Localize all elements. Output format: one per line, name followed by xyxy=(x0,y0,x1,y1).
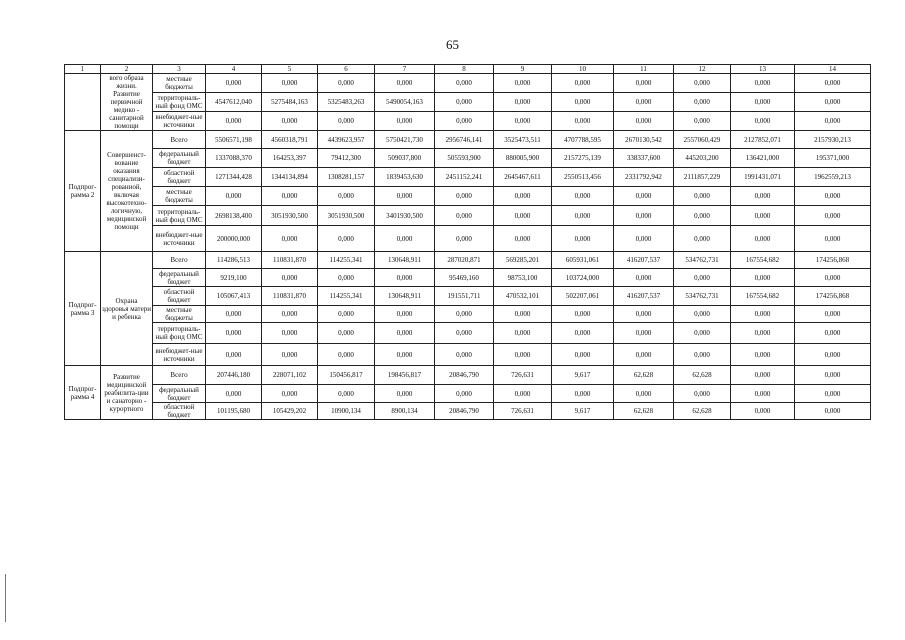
amount-cell: 0,000 xyxy=(435,306,494,323)
table-row xyxy=(65,206,871,226)
amount-cell: 416207,537 xyxy=(614,252,674,269)
amount-cell: 0,000 xyxy=(262,226,318,252)
amount-cell: 110831,870 xyxy=(262,252,318,269)
amount-cell: 136421,000 xyxy=(731,149,795,168)
amount-cell: 0,000 xyxy=(674,93,731,112)
amount-cell: 0,000 xyxy=(494,206,552,226)
amount-cell: 534762,731 xyxy=(674,287,731,306)
amount-cell: 8900,134 xyxy=(375,403,435,420)
program-cell: Подпрог-рамма 2 xyxy=(65,131,101,252)
amount-cell: 0,000 xyxy=(318,226,375,252)
amount-cell: 287020,871 xyxy=(435,252,494,269)
funding-source-cell: Всего xyxy=(153,366,206,385)
amount-cell: 114286,513 xyxy=(206,252,262,269)
page-number: 65 xyxy=(446,37,459,52)
amount-cell: 0,000 xyxy=(795,74,871,93)
amount-cell: 191551,711 xyxy=(435,287,494,306)
amount-cell: 0,000 xyxy=(262,323,318,344)
table-row xyxy=(65,112,871,131)
table-row xyxy=(65,131,871,149)
amount-cell: 79412,300 xyxy=(318,149,375,168)
funding-source-cell: территориаль-ный фонд ОМС xyxy=(153,93,206,112)
amount-cell: 0,000 xyxy=(262,385,318,403)
amount-cell: 150456,817 xyxy=(318,366,375,385)
amount-cell: 130648,911 xyxy=(375,287,435,306)
amount-cell: 0,000 xyxy=(674,226,731,252)
amount-cell: 0,000 xyxy=(731,366,795,385)
amount-cell: 5325483,263 xyxy=(318,93,375,112)
amount-cell: 0,000 xyxy=(318,269,375,287)
amount-cell: 0,000 xyxy=(795,385,871,403)
amount-cell: 505593,900 xyxy=(435,149,494,168)
amount-cell: 5275484,163 xyxy=(262,93,318,112)
amount-cell: 9,617 xyxy=(552,366,614,385)
amount-cell: 2157930,213 xyxy=(795,131,871,149)
amount-cell: 0,000 xyxy=(731,187,795,206)
table-row xyxy=(65,187,871,206)
amount-cell: 0,000 xyxy=(375,187,435,206)
amount-cell: 62,628 xyxy=(614,403,674,420)
amount-cell: 0,000 xyxy=(318,187,375,206)
funding-source-cell: областной бюджет xyxy=(153,403,206,420)
table-row xyxy=(65,323,871,344)
amount-cell: 0,000 xyxy=(552,323,614,344)
amount-cell: 0,000 xyxy=(552,306,614,323)
column-number: 10 xyxy=(552,65,614,74)
amount-cell: 0,000 xyxy=(375,112,435,131)
amount-cell: 0,000 xyxy=(731,306,795,323)
amount-cell: 4707788,595 xyxy=(552,131,614,149)
column-number: 12 xyxy=(674,65,731,74)
amount-cell: 0,000 xyxy=(494,306,552,323)
amount-cell: 0,000 xyxy=(552,187,614,206)
amount-cell: 0,000 xyxy=(435,187,494,206)
amount-cell: 228071,102 xyxy=(262,366,318,385)
amount-cell: 0,000 xyxy=(318,306,375,323)
amount-cell: 0,000 xyxy=(494,112,552,131)
amount-cell: 0,000 xyxy=(674,306,731,323)
amount-cell: 2557060,429 xyxy=(674,131,731,149)
amount-cell: 164253,397 xyxy=(262,149,318,168)
amount-cell: 2956746,141 xyxy=(435,131,494,149)
table-row xyxy=(65,287,871,306)
amount-cell: 174256,868 xyxy=(795,287,871,306)
amount-cell: 95469,160 xyxy=(435,269,494,287)
amount-cell: 0,000 xyxy=(674,112,731,131)
amount-cell: 0,000 xyxy=(318,74,375,93)
program-cell xyxy=(65,74,101,131)
amount-cell: 2698138,400 xyxy=(206,206,262,226)
amount-cell: 3051930,500 xyxy=(318,206,375,226)
amount-cell: 0,000 xyxy=(674,269,731,287)
amount-cell: 0,000 xyxy=(494,385,552,403)
amount-cell: 1308281,157 xyxy=(318,168,375,187)
amount-cell: 20846,790 xyxy=(435,366,494,385)
amount-cell: 98753,100 xyxy=(494,269,552,287)
table-row xyxy=(65,385,871,403)
amount-cell: 0,000 xyxy=(494,226,552,252)
funding-source-cell: территориаль-ный фонд ОМС xyxy=(153,323,206,344)
column-number: 3 xyxy=(153,65,206,74)
amount-cell: 130648,911 xyxy=(375,252,435,269)
table-row xyxy=(65,269,871,287)
amount-cell: 0,000 xyxy=(375,74,435,93)
amount-cell: 0,000 xyxy=(435,112,494,131)
amount-cell: 0,000 xyxy=(552,93,614,112)
funding-source-cell: внебюджет-ные источники xyxy=(153,226,206,252)
amount-cell: 0,000 xyxy=(206,112,262,131)
amount-cell: 103724,000 xyxy=(552,269,614,287)
amount-cell: 2645467,611 xyxy=(494,168,552,187)
amount-cell: 0,000 xyxy=(494,74,552,93)
table-row xyxy=(65,93,871,112)
amount-cell: 726,631 xyxy=(494,403,552,420)
amount-cell: 0,000 xyxy=(731,206,795,226)
amount-cell: 4547612,040 xyxy=(206,93,262,112)
amount-cell: 0,000 xyxy=(262,187,318,206)
amount-cell: 20846,790 xyxy=(435,403,494,420)
amount-cell: 416207,537 xyxy=(614,287,674,306)
amount-cell: 0,000 xyxy=(674,74,731,93)
amount-cell: 0,000 xyxy=(375,269,435,287)
amount-cell: 0,000 xyxy=(795,206,871,226)
amount-cell: 2451152,241 xyxy=(435,168,494,187)
table-row xyxy=(65,74,871,93)
amount-cell: 0,000 xyxy=(614,306,674,323)
amount-cell: 0,000 xyxy=(795,93,871,112)
amount-cell: 0,000 xyxy=(731,74,795,93)
amount-cell: 0,000 xyxy=(552,344,614,366)
amount-cell: 0,000 xyxy=(262,306,318,323)
amount-cell: 470532,101 xyxy=(494,287,552,306)
amount-cell: 0,000 xyxy=(731,385,795,403)
amount-cell: 0,000 xyxy=(206,187,262,206)
column-number: 2 xyxy=(101,65,153,74)
funding-source-cell: Всего xyxy=(153,252,206,269)
amount-cell: 534762,731 xyxy=(674,252,731,269)
amount-cell: 0,000 xyxy=(552,112,614,131)
amount-cell: 62,628 xyxy=(614,366,674,385)
amount-cell: 0,000 xyxy=(795,269,871,287)
table-row xyxy=(65,252,871,269)
funding-source-cell: Всего xyxy=(153,131,206,149)
program-name-cell: вого образа жизни. Развитие первичной медико - санитарной помощи xyxy=(101,74,153,131)
amount-cell: 1337088,370 xyxy=(206,149,262,168)
amount-cell: 1839453,630 xyxy=(375,168,435,187)
column-number: 9 xyxy=(494,65,552,74)
amount-cell: 0,000 xyxy=(795,344,871,366)
amount-cell: 0,000 xyxy=(614,187,674,206)
amount-cell: 0,000 xyxy=(731,93,795,112)
amount-cell: 0,000 xyxy=(494,93,552,112)
amount-cell: 338337,600 xyxy=(614,149,674,168)
amount-cell: 105429,202 xyxy=(262,403,318,420)
funding-source-cell: местные бюджеты xyxy=(153,74,206,93)
amount-cell: 605931,061 xyxy=(552,252,614,269)
amount-cell: 1962559,213 xyxy=(795,168,871,187)
funding-source-cell: областной бюджет xyxy=(153,287,206,306)
amount-cell: 9219,100 xyxy=(206,269,262,287)
funding-source-cell: местные бюджеты xyxy=(153,187,206,206)
amount-cell: 0,000 xyxy=(206,74,262,93)
amount-cell: 0,000 xyxy=(435,206,494,226)
amount-cell: 0,000 xyxy=(494,323,552,344)
program-cell: Подпрог-рамма 3 xyxy=(65,252,101,366)
amount-cell: 0,000 xyxy=(552,385,614,403)
amount-cell: 207446,180 xyxy=(206,366,262,385)
amount-cell: 0,000 xyxy=(435,385,494,403)
amount-cell: 569285,201 xyxy=(494,252,552,269)
column-number: 5 xyxy=(262,65,318,74)
amount-cell: 0,000 xyxy=(731,112,795,131)
amount-cell: 0,000 xyxy=(262,74,318,93)
amount-cell: 0,000 xyxy=(435,344,494,366)
program-name-cell: Развитие медицинской реабилита-ции и санаторно - курортного xyxy=(101,366,153,420)
amount-cell: 0,000 xyxy=(552,74,614,93)
amount-cell: 5750421,730 xyxy=(375,131,435,149)
amount-cell: 2550513,456 xyxy=(552,168,614,187)
amount-cell: 2157275,139 xyxy=(552,149,614,168)
table-row xyxy=(65,403,871,420)
amount-cell: 0,000 xyxy=(795,112,871,131)
amount-cell: 2127852,071 xyxy=(731,131,795,149)
table-row xyxy=(65,366,871,385)
amount-cell: 4439623,957 xyxy=(318,131,375,149)
funding-source-cell: федеральный бюджет xyxy=(153,385,206,403)
amount-cell: 9,617 xyxy=(552,403,614,420)
amount-cell: 0,000 xyxy=(318,344,375,366)
amount-cell: 0,000 xyxy=(731,403,795,420)
amount-cell: 0,000 xyxy=(552,226,614,252)
funding-source-cell: внебюджет-ные источники xyxy=(153,344,206,366)
amount-cell: 167554,682 xyxy=(731,287,795,306)
amount-cell: 200000,000 xyxy=(206,226,262,252)
amount-cell: 0,000 xyxy=(614,269,674,287)
amount-cell: 502207,061 xyxy=(552,287,614,306)
amount-cell: 0,000 xyxy=(435,93,494,112)
amount-cell: 0,000 xyxy=(494,344,552,366)
amount-cell: 0,000 xyxy=(795,403,871,420)
amount-cell: 0,000 xyxy=(318,385,375,403)
amount-cell: 0,000 xyxy=(614,344,674,366)
scan-margin-mark xyxy=(5,574,6,622)
amount-cell: 174256,868 xyxy=(795,252,871,269)
amount-cell: 5506571,198 xyxy=(206,131,262,149)
amount-cell: 3051930,500 xyxy=(262,206,318,226)
amount-cell: 0,000 xyxy=(206,385,262,403)
amount-cell: 0,000 xyxy=(731,344,795,366)
amount-cell: 0,000 xyxy=(614,112,674,131)
table-row xyxy=(65,306,871,323)
amount-cell: 0,000 xyxy=(731,226,795,252)
program-name-cell: Охрана здоровья матери и ребенка xyxy=(101,252,153,366)
amount-cell: 167554,682 xyxy=(731,252,795,269)
table-row xyxy=(65,226,871,252)
program-cell: Подпрог-рамма 4 xyxy=(65,366,101,420)
column-number: 11 xyxy=(614,65,674,74)
column-number: 8 xyxy=(435,65,494,74)
amount-cell: 0,000 xyxy=(262,344,318,366)
amount-cell: 62,628 xyxy=(674,403,731,420)
amount-cell: 0,000 xyxy=(435,323,494,344)
amount-cell: 0,000 xyxy=(262,112,318,131)
amount-cell: 0,000 xyxy=(206,323,262,344)
amount-cell: 0,000 xyxy=(674,206,731,226)
amount-cell: 0,000 xyxy=(375,385,435,403)
amount-cell: 0,000 xyxy=(614,226,674,252)
financing-table xyxy=(64,64,871,420)
amount-cell: 0,000 xyxy=(494,187,552,206)
amount-cell: 0,000 xyxy=(318,112,375,131)
amount-cell: 0,000 xyxy=(318,323,375,344)
amount-cell: 105067,413 xyxy=(206,287,262,306)
amount-cell: 0,000 xyxy=(435,74,494,93)
amount-cell: 114255,341 xyxy=(318,287,375,306)
amount-cell: 0,000 xyxy=(614,323,674,344)
amount-cell: 0,000 xyxy=(262,269,318,287)
column-number: 6 xyxy=(318,65,375,74)
column-number: 14 xyxy=(795,65,871,74)
amount-cell: 3525473,511 xyxy=(494,131,552,149)
amount-cell: 0,000 xyxy=(614,74,674,93)
amount-cell: 726,631 xyxy=(494,366,552,385)
table-row xyxy=(65,344,871,366)
column-number: 13 xyxy=(731,65,795,74)
funding-source-cell: федеральный бюджет xyxy=(153,269,206,287)
amount-cell: 3401930,500 xyxy=(375,206,435,226)
program-name-cell: Совершенст-вование оказания специализи-рованной, включая высокотехно-логичную, медицинской помощи xyxy=(101,131,153,252)
amount-cell: 195371,000 xyxy=(795,149,871,168)
amount-cell: 2331792,942 xyxy=(614,168,674,187)
amount-cell: 880005,900 xyxy=(494,149,552,168)
amount-cell: 445203,200 xyxy=(674,149,731,168)
amount-cell: 4560318,791 xyxy=(262,131,318,149)
amount-cell: 0,000 xyxy=(795,323,871,344)
funding-source-cell: федеральный бюджет xyxy=(153,149,206,168)
amount-cell: 0,000 xyxy=(552,206,614,226)
amount-cell: 114255,341 xyxy=(318,252,375,269)
column-number-row xyxy=(65,65,871,74)
amount-cell: 62,628 xyxy=(674,366,731,385)
amount-cell: 101195,680 xyxy=(206,403,262,420)
funding-source-cell: местные бюджеты xyxy=(153,306,206,323)
funding-source-cell: территориаль-ный фонд ОМС xyxy=(153,206,206,226)
amount-cell: 0,000 xyxy=(375,323,435,344)
column-number: 4 xyxy=(206,65,262,74)
amount-cell: 198456,817 xyxy=(375,366,435,385)
amount-cell: 110831,870 xyxy=(262,287,318,306)
funding-source-cell: внебюджет-ные источники xyxy=(153,112,206,131)
amount-cell: 0,000 xyxy=(674,323,731,344)
amount-cell: 1991431,071 xyxy=(731,168,795,187)
amount-cell: 0,000 xyxy=(206,306,262,323)
amount-cell: 0,000 xyxy=(795,187,871,206)
amount-cell: 0,000 xyxy=(795,366,871,385)
amount-cell: 0,000 xyxy=(435,226,494,252)
table-row xyxy=(65,149,871,168)
amount-cell: 0,000 xyxy=(614,385,674,403)
amount-cell: 0,000 xyxy=(674,385,731,403)
amount-cell: 10900,134 xyxy=(318,403,375,420)
amount-cell: 0,000 xyxy=(674,187,731,206)
amount-cell: 0,000 xyxy=(614,206,674,226)
amount-cell: 0,000 xyxy=(375,344,435,366)
funding-source-cell: областной бюджет xyxy=(153,168,206,187)
amount-cell: 5490054,163 xyxy=(375,93,435,112)
amount-cell: 0,000 xyxy=(795,226,871,252)
amount-cell: 509037,800 xyxy=(375,149,435,168)
amount-cell: 0,000 xyxy=(206,344,262,366)
amount-cell: 0,000 xyxy=(674,344,731,366)
amount-cell: 0,000 xyxy=(614,93,674,112)
amount-cell: 0,000 xyxy=(731,323,795,344)
amount-cell: 2670130,542 xyxy=(614,131,674,149)
column-number: 7 xyxy=(375,65,435,74)
amount-cell: 2111857,229 xyxy=(674,168,731,187)
amount-cell: 0,000 xyxy=(375,306,435,323)
column-number: 1 xyxy=(65,65,101,74)
amount-cell: 0,000 xyxy=(795,306,871,323)
amount-cell: 1271344,428 xyxy=(206,168,262,187)
amount-cell: 1344134,894 xyxy=(262,168,318,187)
table-row xyxy=(65,168,871,187)
amount-cell: 0,000 xyxy=(731,269,795,287)
amount-cell: 0,000 xyxy=(375,226,435,252)
